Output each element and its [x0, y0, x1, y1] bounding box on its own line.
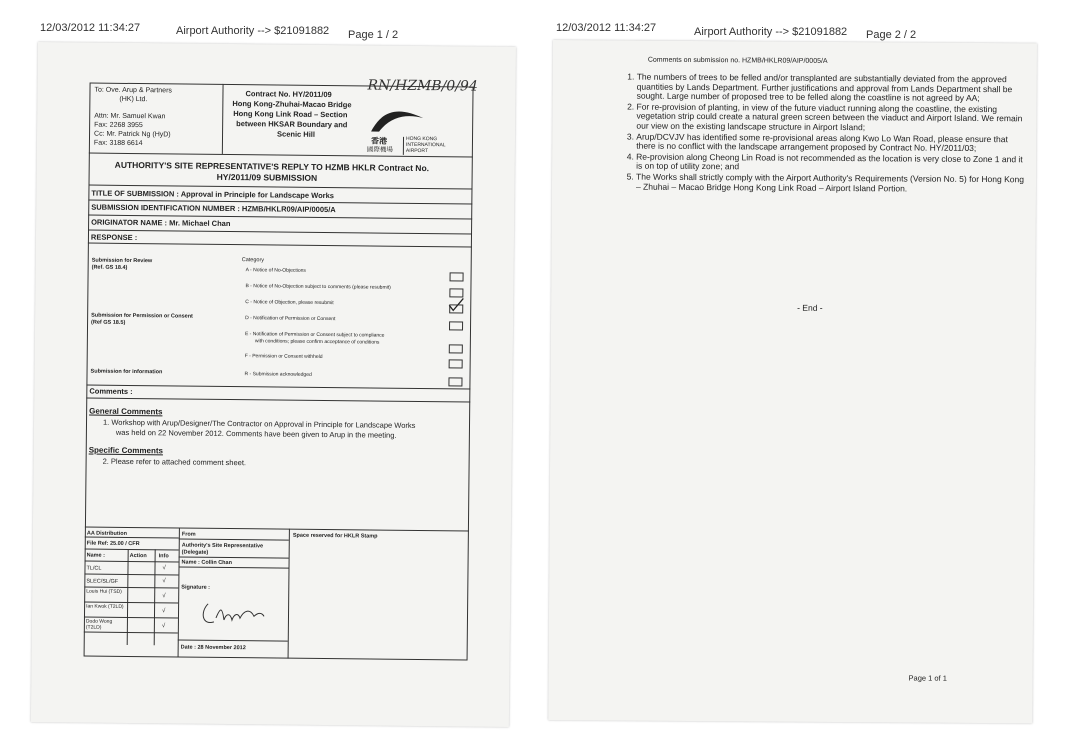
response-group-review: Submission for Review [91, 257, 153, 265]
category-b: B - Notice of No-Objection subject to comments (please resubmit) [245, 283, 391, 291]
contract-line-4: between HKSAR Boundary and [236, 119, 348, 130]
specific-comment-2: 2. Please refer to attached comment sheet. [102, 456, 247, 468]
to-line-2: (HK) Ltd. [119, 95, 148, 104]
contract-line-3: Hong Kong Link Road – Section [233, 109, 348, 120]
logo-chinese-1: 香港 [370, 136, 388, 146]
page-footer: Page 1 of 1 [908, 673, 947, 683]
fax-line-1: Fax: 2268 3955 [94, 121, 143, 130]
comment-sheet-page [548, 40, 1037, 723]
fax-route-left: Airport Authority --> $21091882 [176, 25, 330, 37]
distribution-col-name: Name : [86, 552, 105, 559]
originator-name: ORIGINATOR NAME : Mr. Michael Chan [91, 217, 231, 229]
response-group-permission-ref: (Ref GS 18.5) [91, 319, 126, 326]
response-group-permission: Submission for Permission or Consent [91, 312, 193, 320]
distribution-row-info: √ [162, 565, 166, 572]
fax-timestamp-left: 12/03/2012 11:34:27 [40, 22, 141, 34]
fax-page-right: Page 2 / 2 [866, 29, 917, 41]
comment-item: 1. The numbers of trees to be felled and/or transplanted are substantially deviated from the approved quantities by Lands Department. Further justifications and approval from Lands Department shall be sought. Large number of proposed tree to be felled along the coastline is not agreed by AA; [637, 73, 1027, 105]
form-title-line-2: HY/2011/09 SUBMISSION [216, 171, 318, 183]
category-e: E - Notification of Permission or Consent subject to compliance [244, 331, 385, 339]
from-label: From [181, 531, 196, 538]
distribution-title: AA Distribution [86, 530, 128, 537]
contract-number: Contract No. HY/2011/09 [245, 89, 332, 100]
response-group-information: Submission for information [90, 368, 163, 376]
distribution-row-name: TL/CL [86, 565, 102, 572]
general-comments-heading: General Comments [89, 406, 163, 417]
comment-list [616, 72, 1027, 195]
distribution-row-info: √ [162, 608, 166, 615]
airport-logo-icon [367, 105, 427, 136]
category-f: F - Permission or Consent withheld [244, 353, 323, 360]
distribution-row-info: √ [162, 578, 166, 585]
category-e-line-2: with conditions; please confirm acceptance of conditions [254, 338, 380, 346]
comment-item: 4. Re-provision along Cheong Lin Road is not recommended as the location is very close to Zone 1 and it is on top of utility zone; and [636, 152, 1026, 174]
general-comment-1: 1. Workshop with Arup/Designer/The Contractor on Approval in Principle for Landscape Works [102, 417, 416, 430]
category-f-checkbox[interactable] [449, 359, 463, 368]
comments-label: Comments : [89, 386, 133, 397]
category-d-checkbox[interactable] [449, 321, 463, 330]
comment-item: 2. For re-provision of planting, in view of the future viaduct running along the coastline, the existing vegetation strip could create a natural green screen between the viaduct and Airport Island. We remain our view on the existing landscape structure in Airport Island; [636, 102, 1026, 134]
distribution-row-info: √ [161, 623, 166, 630]
category-label: Category [241, 257, 265, 264]
category-a: A - Notice of No-Objections [245, 267, 306, 274]
cc-line: Cc: Mr. Patrick Ng (HyD) [94, 130, 171, 139]
fax-line-2: Fax: 3188 6614 [93, 139, 143, 148]
distribution-col-info: Info [158, 553, 169, 560]
checkmark-icon [447, 296, 465, 312]
fax-page-left: Page 1 / 2 [348, 29, 399, 41]
representative-title: Authority's Site Representative [181, 542, 264, 550]
distribution-col-action: Action [129, 552, 147, 560]
distribution-row-name: Louis Hui (TSD) [86, 588, 122, 595]
attn-line: Attn: Mr. Samuel Kwan [94, 112, 166, 121]
general-comment-1-cont: was held on 22 November 2012. Comments have been given to Arup in the meeting. [115, 427, 397, 440]
category-c: C - Notice of Objection, please resubmit [245, 299, 334, 307]
category-r: R - Submission acknowledged [244, 371, 312, 378]
handwritten-signature-icon [198, 598, 268, 631]
comment-item: 5. The Works shall strictly comply with the Airport Authority's Requirements (Version No. 5) for Hong Kong – Zhuhai – Macao Bridge Hong Kong Link Road – Airport Island Portion. [636, 173, 1026, 195]
distribution-row-info: √ [162, 593, 166, 600]
contract-line-2: Hong Kong-Zhuhai-Macao Bridge [232, 99, 352, 110]
distribution-row-name: Dodo Wong (T2LD) [85, 618, 113, 631]
category-a-checkbox[interactable] [450, 272, 464, 281]
logo-english-1: HONG KONG [405, 135, 438, 143]
signature-label: Signature : [181, 584, 211, 591]
category-d: D - Notification of Permission or Consent [245, 315, 336, 323]
signature-date: Date : 28 November 2012 [180, 644, 246, 652]
logo-chinese-2: 國際機場 [366, 146, 393, 154]
handwritten-reference: RN/HZMB/0/94 [367, 77, 478, 95]
stamp-space-label: Space reserved for HKLR Stamp [292, 532, 378, 540]
representative-delegate: (Delegate) [181, 549, 209, 556]
response-label: RESPONSE : [90, 232, 138, 243]
category-r-checkbox[interactable] [448, 377, 462, 386]
distribution-row-name: SLEC/SL/GF [86, 578, 119, 585]
comment-sheet-header: Comments on submission no. HZMB/HKLR09/AIP/0005/A [647, 56, 828, 65]
fax-route-right: Airport Authority --> $21091882 [694, 26, 848, 38]
title-of-submission: TITLE OF SUBMISSION : Approval in Principle for Landscape Works [91, 188, 335, 201]
end-marker: - End - [797, 302, 823, 313]
distribution-row-name: Ian Kwok (T2LD) [86, 603, 124, 610]
fax-timestamp-right: 12/03/2012 11:34:27 [556, 22, 657, 34]
form-title-line-1: AUTHORITY'S SITE REPRESENTATIVE'S REPLY TO HZMB HKLR Contract No. [114, 159, 430, 174]
representative-name: Name : Collin Chan [181, 559, 233, 567]
submission-id: SUBMISSION IDENTIFICATION NUMBER : HZMB/HKLR09/AIP/0005/A [91, 202, 336, 215]
specific-comments-heading: Specific Comments [88, 445, 164, 456]
logo-english-2: INTERNATIONAL [405, 141, 446, 149]
to-line: To: Ove. Arup & Partners [94, 86, 172, 95]
category-e-checkbox[interactable] [449, 344, 463, 353]
logo-english-3: AIRPORT [405, 147, 429, 155]
response-group-review-ref: (Ref. GS 18.4) [91, 264, 128, 271]
contract-line-5: Scenic Hill [277, 129, 316, 139]
comment-item: 3. Arup/DCVJV has identified some re-provisional areas along Kwo Lo Wan Road, please ensure that there is no conflict with the landscape arrangement proposed by Contract No. HY/2011/03; [636, 132, 1026, 154]
reply-form-page [31, 42, 516, 727]
file-reference: File Ref: 25.00 / CFR [86, 540, 140, 548]
